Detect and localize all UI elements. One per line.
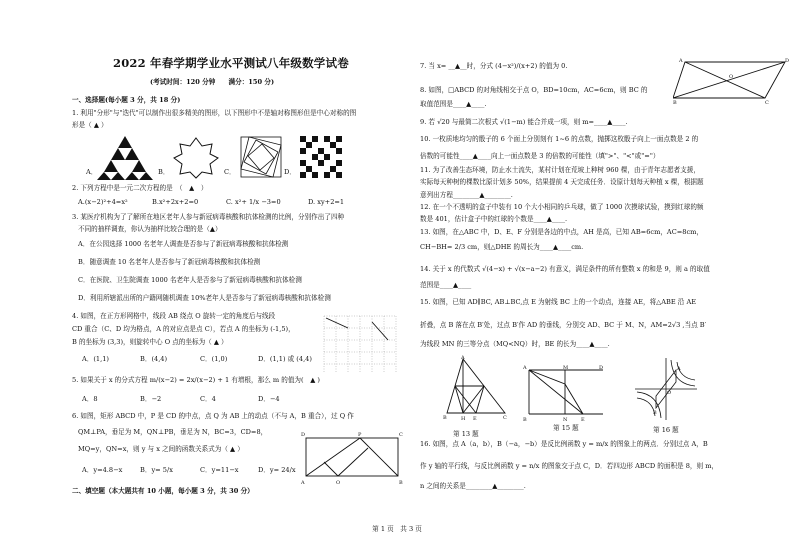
- fig15-caption: 第 15 题: [553, 424, 579, 432]
- checker-fractal-figure: [300, 136, 342, 178]
- svg-text:A: A: [301, 480, 305, 484]
- q2-option-c: C. x²+ 1/x −3=0: [226, 198, 281, 206]
- svg-text:H: H: [461, 416, 466, 421]
- sierpinski-figure: [95, 134, 155, 180]
- q6-option-d: D．y= 24/x: [258, 466, 296, 474]
- q15-line3: 为线段 MN 的三等分点（MQ<NQ）时，BE 的长为____▲____.: [420, 340, 610, 348]
- q2-option-a: A.(x−2)²+4=x²: [78, 198, 128, 206]
- q6-rectangle-figure: [300, 430, 404, 484]
- q8-line1: 8. 如图，□ABCD 的对角线相交于点 O，BD=10cm，AC=6cm，则 BC 的: [420, 86, 648, 94]
- svg-text:N: N: [563, 417, 568, 422]
- svg-text:A: A: [677, 366, 681, 372]
- svg-text:M: M: [563, 365, 569, 371]
- q4-option-d: D．(1,1) 或 (4,4): [258, 355, 312, 363]
- svg-text:C: C: [399, 432, 403, 438]
- q6-line3: MQ=y，QN=x，则 y 与 x 之间的函数关系式为（ ▲ ）: [78, 445, 244, 453]
- svg-text:C: C: [503, 415, 507, 421]
- q2-option-d: D. xy+2=1: [308, 198, 345, 206]
- q4-line3: B 的坐标为 (3,3)，则旋转中心 O 点的坐标为（ ▲ ）: [72, 338, 228, 346]
- q5-option-b: B．−2: [140, 395, 162, 403]
- q5-stem: 5. 如果关于 x 的分式方程 m/(x−2) = 2x/(x−2) + 1 有增根，那么 m 的值为( ▲ ): [72, 376, 320, 384]
- q16-line1: 16. 如图，点 A（a，b），B（−a，−b）是反比例函数 y = m/x 的图象上的两点．分别过点 A，B: [420, 440, 708, 448]
- svg-text:D: D: [599, 365, 604, 371]
- svg-text:D: D: [785, 58, 790, 64]
- spiral-squares-figure: [237, 134, 285, 180]
- q5-option-a: A．8: [82, 395, 98, 403]
- q8-line2: 取值范围是____▲____.: [420, 100, 487, 108]
- svg-text:B: B: [673, 100, 677, 104]
- q3-option-a: A．在公园选择 1000 名老年人调查是否参与了新冠病毒核酸和抗体检测: [78, 240, 289, 248]
- q4-grid-figure: [318, 312, 402, 374]
- page-footer: 第 1 页 共 3 页: [372, 525, 422, 533]
- q4-line2: CD 重合（C、D 均为格点，A 的对应点是点 C），若点 A 的坐标为 (-1,5)，: [72, 325, 295, 333]
- q4-option-c: C．(1,0): [200, 355, 228, 363]
- svg-text:D: D: [301, 432, 306, 438]
- svg-text:A: A: [523, 365, 527, 371]
- q13-line2: CH−BH= 2/3 cm，则△DHE 的周长为____▲____cm.: [420, 243, 584, 251]
- q15-line2: 折叠，点 B 落在点 B′处，过点 B′作 AD 的垂线，分别交 AD、BC 于 M、N，AM=2√3 ,当点 B′: [420, 321, 707, 329]
- q10-line2: 倍数的可能性____▲____向上一面点数是 3 的倍数的可能性（填">"、"<"或"="）: [420, 152, 660, 160]
- exam-subtitle: (考试时间：120 分钟 满分：150 分): [150, 78, 275, 86]
- svg-text:P: P: [358, 432, 362, 438]
- fig13-caption: 第 13 题: [453, 430, 479, 438]
- q10-line1: 10. 一枚质地均匀的骰子的 6 个面上分别刻有 1~6 的点数，抛掷这枚骰子向上一面点数是 2 的: [420, 135, 699, 143]
- q7-text: 7. 当 x= __▲__时，分式 (4−x²)/(x+2) 的值为 0.: [420, 62, 568, 70]
- right-column: [405, 0, 794, 520]
- q16-line3: n 之间的关系是________▲________.: [420, 482, 526, 490]
- svg-text:O: O: [667, 390, 672, 396]
- svg-text:B: B: [399, 480, 403, 484]
- q15-line1: 15. 如图，已知 AD∥BC, AB⊥BC,点 E 为射线 BC 上的一个动点，连接 AE，将△ABE 沿 AE: [420, 298, 697, 306]
- q14-line1: 14. 关于 x 的代数式 √(4−x) + √(x−a−2) 有意义，满足条件的所有整数 x 的和是 9，则 a 的取值: [420, 265, 710, 273]
- q2-stem: 2. 下列方程中是一元二次方程的是 （ ▲ ）: [72, 184, 208, 192]
- q4-line1: 4. 如图，在正方形网格中，线段 AB 绕点 O 旋转一定的角度后与线段: [72, 312, 276, 320]
- section2-heading: 二、填空题（本大题共有 10 小题，每小题 3 分，共 30 分）: [72, 487, 254, 495]
- q1-line1: 1. 利用"分形"与"迭代"可以制作出很多精美的图形，以下图形中不是轴对称图形但是中心对称的图: [72, 109, 357, 117]
- svg-text:C: C: [765, 100, 769, 104]
- q16-line2: 作 y 轴的平行线，与反比例函数 y = n/x 的图象交于点 C，D．若四边形 ABCD 的面积是 8，则 m，: [420, 462, 719, 470]
- svg-text:O: O: [729, 74, 734, 80]
- q6-option-c: C．y=11−x: [200, 466, 239, 474]
- q3-line2: 不同的抽样调查，你认为抽样比较合理的是（▲）: [78, 225, 222, 233]
- svg-text:B: B: [653, 410, 657, 416]
- q1-option-a: A．: [86, 168, 98, 176]
- q6-line1: 6. 如图，矩形 ABCD 中，P 是 CD 的中点，点 Q 为 AB 上的动点（不与 A，B 重合），过 Q 作: [72, 412, 354, 420]
- q1-option-d: D．: [284, 168, 296, 176]
- q1-option-c: C．: [224, 168, 236, 176]
- q1-line2: 形是（ ▲ ）: [72, 121, 108, 129]
- section1-heading: 一、选择题(每小题 3 分，共 18 分): [72, 96, 181, 104]
- q13-line1: 13. 如图，在△ABC 中，D、E、F 分别是各边的中点，AH 是高，已知 AB=6cm，AC=8cm，: [420, 228, 703, 236]
- q6-option-a: A．y=4.8−x: [82, 466, 123, 474]
- q13-triangle-figure: [443, 355, 509, 421]
- q11-line2: 实际每天种树的棵数比原计划多 50%，结果提前 4 天完成任务．设原计划每天种植 x 棵，根据题: [420, 178, 704, 186]
- q5-option-d: D．−4: [258, 395, 280, 403]
- q6-option-b: B．y= 5/x: [140, 466, 173, 474]
- snowflake-figure: [172, 136, 220, 180]
- q8-parallelogram-figure: [673, 56, 791, 104]
- svg-text:A: A: [461, 355, 465, 361]
- svg-text:E: E: [581, 417, 585, 422]
- q11-line3: 意列出方程________▲________.: [420, 191, 513, 199]
- q14-line2: 范围是____▲____: [420, 281, 472, 289]
- svg-text:E: E: [473, 416, 477, 421]
- q4-option-a: A．(1,1): [82, 355, 109, 363]
- q4-option-b: B．(4,4): [140, 355, 168, 363]
- q12-line2: 数是 401，估计盒子中的红球的个数是____▲____.: [420, 215, 568, 223]
- svg-text:B: B: [523, 417, 527, 422]
- svg-text:A: A: [679, 58, 683, 64]
- q5-option-c: C．4: [200, 395, 216, 403]
- svg-text:B: B: [443, 415, 447, 421]
- q11-line1: 11. 为了改善生态环境，防止水土流失，某村计划在荒坡上种树 960 棵，由于青年志愿者支援，: [420, 166, 700, 174]
- q6-line2: QM⊥PA，垂足为 M，QN⊥PB，垂足为 N，BC=3，CD=8，: [78, 428, 268, 436]
- q16-hyperbola-figure: [633, 356, 699, 422]
- exam-title: 2022 年春学期学业水平测试八年级数学试卷: [113, 56, 349, 70]
- fig16-caption: 第 16 题: [653, 426, 679, 434]
- q3-line1: 3. 某医疗机构为了了解所在地区老年人参与新冠病毒核酸和抗体检测的比例，分别作出了四种: [72, 213, 345, 221]
- q3-option-c: C．在医院、卫生院调查 1000 名老年人是否参与了新冠病毒核酸和抗体检测: [78, 276, 302, 284]
- svg-text:Q: Q: [336, 480, 341, 484]
- q3-option-d: D．利用所辖派出所的户籍网随机调查 10%老年人是否参与了新冠病毒核酸和抗体检测: [78, 294, 331, 302]
- q12-line1: 12. 在一个不透明的盒子中装有 10 个大小相同的乒乓球，做了 1000 次摸球试验，摸到红球的频: [420, 203, 704, 211]
- q2-option-b: B.x²+2x+2=0: [152, 198, 199, 206]
- q3-option-b: B．随意调查 10 名老年人是否参与了新冠病毒核酸和抗体检测: [78, 258, 261, 266]
- q9-text: 9. 若 √20 与最简二次根式 √(1−m) 能合并成一项，则 m=____▲____.: [420, 118, 628, 126]
- q1-option-b: B．: [158, 168, 170, 176]
- left-column: [0, 0, 405, 520]
- q15-rect-figure: [523, 364, 605, 422]
